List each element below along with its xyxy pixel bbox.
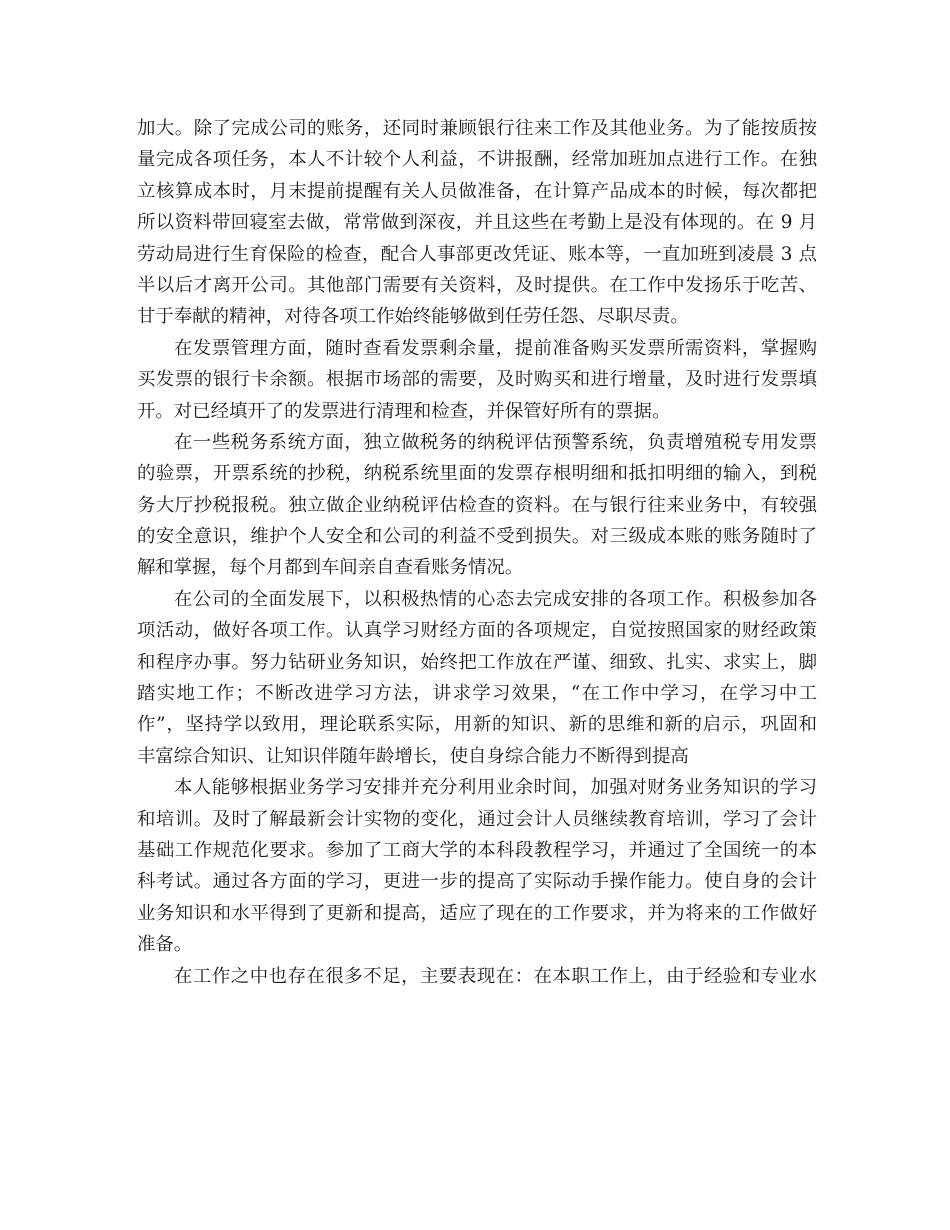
text-line: 所以资料带回寝室去做，常常做到深夜，并且这些在考勤上是没有体现的。在 9 月 — [137, 212, 817, 234]
text-line: 作”，坚持学以致用，理论联系实际，用新的知识、新的思维和新的启示，巩固和 — [137, 714, 817, 736]
paragraph-first-line: 在发票管理方面，随时查看发票剩余量，提前准备购买发票所需资料，掌握购 — [174, 337, 817, 359]
text-line: 务大厅抄税报税。独立做企业纳税评估检查的资料。在与银行往来业务中，有较强 — [137, 494, 817, 516]
text-line: 解和掌握，每个月都到车间亲自查看账务情况。 — [137, 557, 524, 579]
paragraph-first-line: 本人能够根据业务学习安排并充分利用业余时间，加强对财务业务知识的学习 — [174, 777, 817, 799]
text-line: 半以后才离开公司。其他部门需要有关资料，及时提供。在工作中发扬乐于吃苦、 — [137, 274, 817, 296]
text-line: 科考试。通过各方面的学习，更进一步的提高了实际动手操作能力。使自身的会计 — [137, 871, 817, 893]
text-line: 量完成各项任务，本人不计较个人利益，不讲报酬，经常加班加点进行工作。在独 — [137, 149, 817, 171]
paragraph-first-line: 在工作之中也存在很多不足，主要表现在：在本职工作上，由于经验和专业水 — [174, 965, 817, 987]
text-line: 和培训。及时了解最新会计实物的变化，通过会计人员继续教育培训，学习了会计 — [137, 808, 817, 830]
text-line: 的验票，开票系统的抄税，纳税系统里面的发票存根明细和抵扣明细的输入，到税 — [137, 463, 817, 485]
text-line: 基础工作规范化要求。参加了工商大学的本科段教程学习，并通过了全国统一的本 — [137, 839, 817, 861]
text-line: 和程序办事。努力钻研业务知识，始终把工作放在严谨、细致、扎实、求实上，脚 — [137, 651, 817, 673]
text-line: 加大。除了完成公司的账务，还同时兼顾银行往来工作及其他业务。为了能按质按 — [137, 118, 817, 139]
text-line: 买发票的银行卡余额。根据市场部的需要，及时购买和进行增量，及时进行发票填 — [137, 369, 817, 391]
paragraph-first-line: 在公司的全面发展下，以积极热情的心态去完成安排的各项工作。积极参加各 — [174, 588, 817, 610]
text-line: 丰富综合知识、让知识伴随年龄增长，使自身综合能力不断得到提高 — [137, 745, 689, 767]
text-line: 劳动局进行生育保险的检查，配合人事部更改凭证、账本等，一直加班到凌晨 3 点 — [137, 243, 817, 265]
text-line: 立核算成本时，月末提前提醒有关人员做准备，在计算产品成本的时候，每次都把 — [137, 180, 817, 202]
document-body-text — [137, 113, 817, 992]
text-line: 业务知识和水平得到了更新和提高，适应了现在的工作要求，并为将来的工作做好 — [137, 902, 817, 924]
paragraph-first-line: 在一些税务系统方面，独立做税务的纳税评估预警系统，负责增殖税专用发票 — [174, 431, 817, 453]
text-line: 项活动，做好各项工作。认真学习财经方面的各项规定，自觉按照国家的财经政策 — [137, 620, 817, 642]
text-line: 的安全意识，维护个人安全和公司的利益不受到损失。对三级成本账的账务随时了 — [137, 526, 817, 548]
text-line: 甘于奉献的精神，对待各项工作始终能够做到任劳任怨、尽职尽责。 — [137, 306, 689, 328]
text-line: 踏实地工作；不断改进学习方法，讲求学习效果，“在工作中学习，在学习中工 — [137, 683, 817, 705]
text-line: 开。对已经填开了的发票进行清理和检查，并保管好所有的票据。 — [137, 400, 671, 422]
text-line: 准备。 — [137, 934, 193, 956]
